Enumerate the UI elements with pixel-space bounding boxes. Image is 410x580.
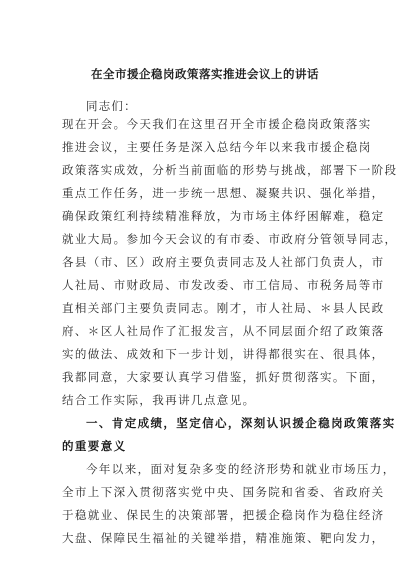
body-line: 各县（市、区）政府主要负责同志及人社部门负责人，市 (62, 255, 385, 269)
body-line: 我都同意，大家要认真学习借鉴，抓好贯彻落实。下面， (62, 370, 385, 384)
body-line: 政策落实成效，分析当前面临的形势与挑战，部署下一阶段 (62, 163, 398, 177)
document-title: 在全市援企稳岗政策落实推进会议上的讲话 (91, 67, 319, 81)
section-heading: 一、肯定成绩，坚定信心，深刻认识援企稳岗政策落实 (86, 416, 396, 430)
body-line: 于稳就业、保民生的决策部署，把援企稳岗作为稳住经济 (62, 508, 385, 522)
body-line: 今年以来，面对复杂多变的经济形势和就业市场压力， (86, 462, 396, 476)
greeting: 同志们： (86, 99, 137, 113)
body-line: 重点工作任务，进一步统一思想、凝聚共识、强化举措， (62, 186, 385, 200)
body-line: 推进会议，主要任务是深入总结今年以来我市援企稳岗 (62, 140, 372, 154)
body-line: 结合工作实际，我再讲几点意见。 (62, 393, 256, 407)
body-line: 府、＊区人社局作了汇报发言，从不同层面介绍了政策落 (62, 324, 385, 338)
body-line: 大盘、保障民生福祉的关键举措，精准施策、靶向发力， (62, 531, 385, 545)
body-line: 人社局、市财政局、市发改委、市工信局、市税务局等市 (62, 278, 385, 292)
body-line: 确保政策红利持续精准释放，为市场主体纾困解难，稳定 (62, 209, 385, 223)
section-heading-continued: 的重要意义 (62, 439, 127, 453)
body-line: 实的做法、成效和下一步计划，讲得都很实在、很具体， (62, 347, 385, 361)
body-line: 直相关部门主要负责同志。刚才，市人社局、＊县人民政 (62, 301, 385, 315)
body-line: 全市上下深入贯彻落实党中央、国务院和省委、省政府关 (62, 485, 385, 499)
body-line: 就业大局。参加今天会议的有市委、市政府分管领导同志， (62, 232, 398, 246)
body-line: 现在开会。今天我们在这里召开全市援企稳岗政策落实 (62, 117, 372, 131)
